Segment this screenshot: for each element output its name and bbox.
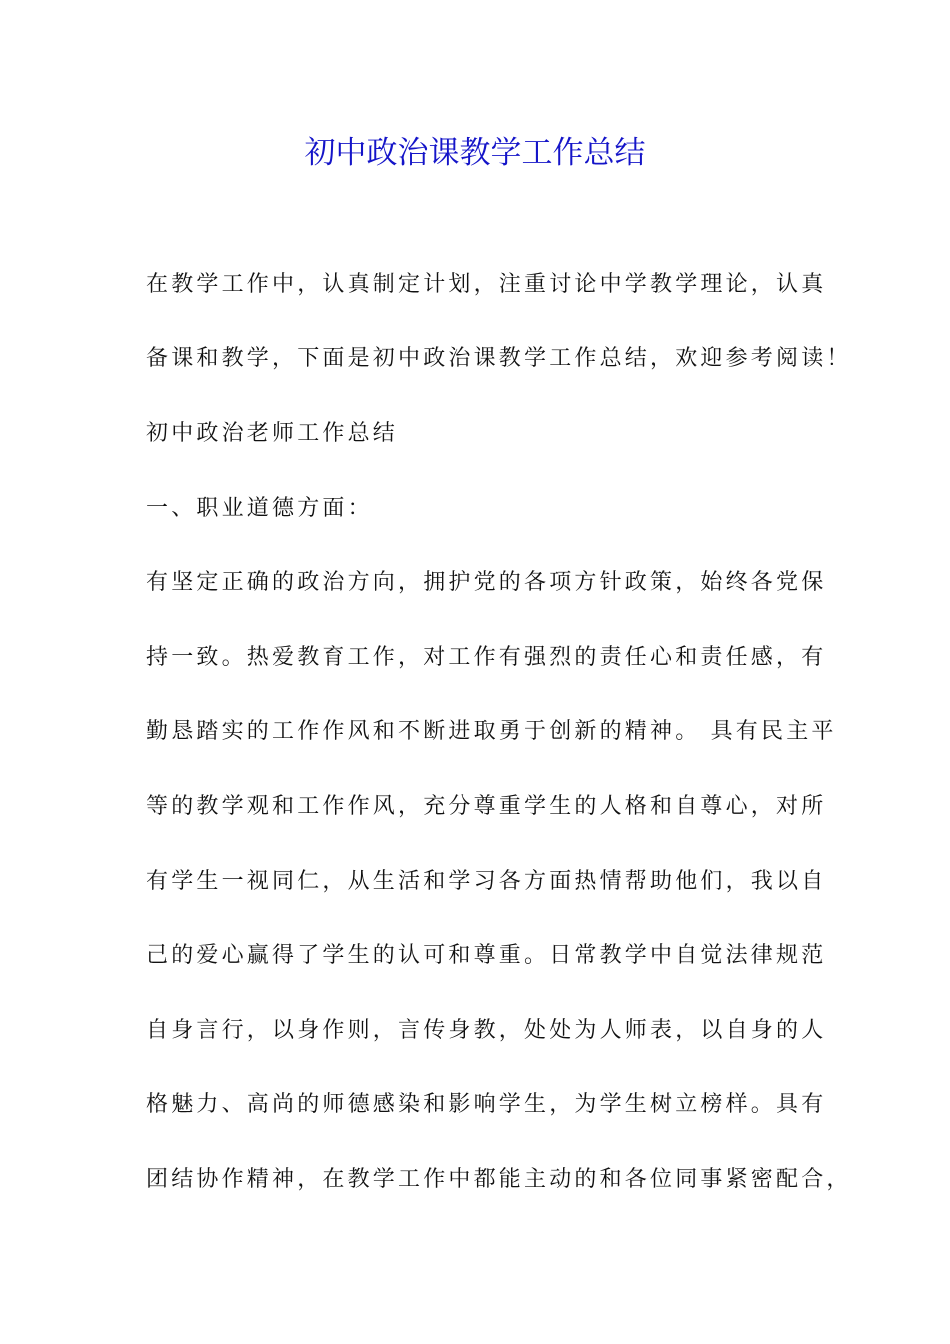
body-line: 持一致。热爱教育工作，对工作有强烈的责任心和责任感，有: [146, 645, 827, 670]
body-line: 格魅力、高尚的师德感染和影响学生，为学生树立榜样。具有: [146, 1092, 827, 1117]
body-line: 有学生一视同仁，从生活和学习各方面热情帮助他们，我以自: [146, 869, 827, 894]
body-line: 在教学工作中，认真制定计划，注重讨论中学教学理论，认真: [146, 272, 827, 297]
section-subheading: 一、职业道德方面：: [146, 496, 373, 521]
body-line: 己的爱心赢得了学生的认可和尊重。日常教学中自觉法律规范: [146, 943, 827, 968]
section-heading: 初中政治老师工作总结: [146, 421, 399, 446]
body-line: 团结协作精神，在教学工作中都能主动的和各位同事紧密配合，: [146, 1167, 852, 1192]
document-title: 初中政治课教学工作总结: [304, 135, 646, 171]
body-line: 自身言行，以身作则，言传身教，处处为人师表，以自身的人: [146, 1018, 827, 1043]
body-line: 等的教学观和工作作风，充分尊重学生的人格和自尊心，对所: [146, 794, 827, 819]
body-line: 备课和教学，下面是初中政治课教学工作总结，欢迎参考阅读！: [146, 346, 852, 371]
body-line: 勤恳踏实的工作作风和不断进取勇于创新的精神。 具有民主平: [146, 719, 837, 744]
body-line: 有坚定正确的政治方向，拥护党的各项方针政策，始终各党保: [146, 570, 827, 595]
